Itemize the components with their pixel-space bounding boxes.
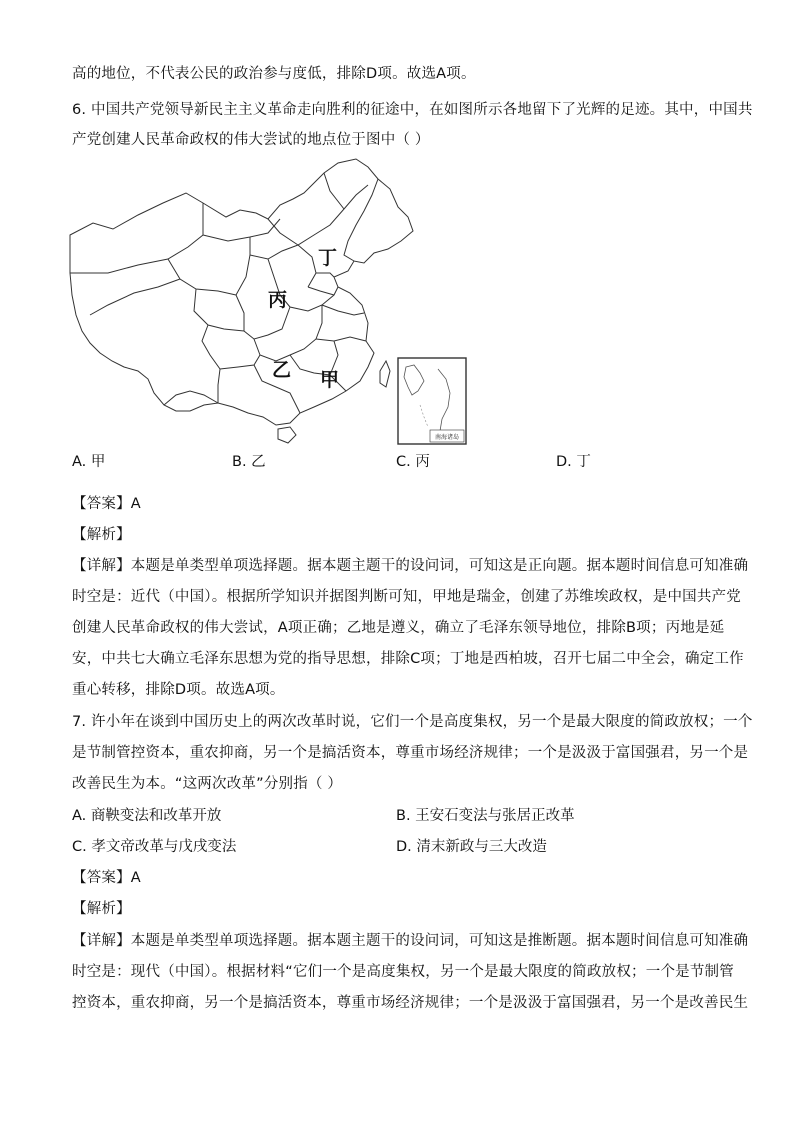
china-map: [68, 155, 468, 447]
q7-stem-line-3: 改善民生为本。“这两次改革”分别指（ ）: [72, 776, 343, 792]
q6-option-c: C. 丙: [396, 454, 430, 470]
inset-label: 南海诸岛: [434, 434, 460, 441]
map-label-bing: 丙: [268, 289, 288, 311]
q6-detail-line-4: 安，中共七大确立毛泽东思想为党的指导思想，排除C项；丁地是西柏坡，召开七届二中全会，确定工作: [72, 651, 744, 667]
q7-analysis-tag: 【解析】: [72, 901, 131, 917]
q6-detail-line-5: 重心转移，排除D项。故选A项。: [72, 682, 285, 698]
q6-analysis-tag: 【解析】: [72, 527, 131, 543]
q6-option-b: B. 乙: [232, 454, 266, 470]
q7-option-d: D. 清末新政与三大改造: [396, 839, 547, 855]
q6-detail-line-3: 创建人民革命政权的伟大尝试，A项正确；乙地是遵义，确立了毛泽东领导地位，排除B项；丙地是延: [72, 620, 725, 636]
text-line: 高的地位，不代表公民的政治参与度低，排除D项。故选A项。: [72, 66, 476, 82]
q7-detail-line-1: 【详解】本题是单类型单项选择题。据本题主题干的设问词，可知这是推断题。据本题时间信息可知准确: [72, 933, 749, 949]
map-label-jia: 甲: [320, 369, 340, 391]
q7-detail-line-2: 时空是：现代（中国）。根据材料“它们一个是高度集权，另一个是最大限度的简政放权；一个是节制管: [72, 964, 734, 980]
q6-answer: 【答案】A: [72, 496, 141, 512]
q6-detail-line-2: 时空是：近代（中国）。根据所学知识并据图判断可知，甲地是瑞金，创建了苏维埃政权，是中国共产党: [72, 589, 741, 605]
q7-option-a: A. 商鞅变法和改革开放: [72, 808, 222, 824]
q7-option-b: B. 王安石变法与张居正改革: [396, 808, 575, 824]
q7-detail-line-3: 控资本，重农抑商，另一个是搞活资本，尊重市场经济规律；一个是汲汲于富国强君，另一个是改善民生: [72, 995, 749, 1011]
map-label-yi: 乙: [272, 359, 292, 381]
q6-option-d: D. 丁: [556, 454, 591, 470]
q7-stem-line-1: 7. 许小年在谈到中国历史上的两次改革时说，它们一个是高度集权，另一个是最大限度的简政放权；一个: [72, 714, 753, 730]
q6-detail-line-1: 【详解】本题是单类型单项选择题。据本题主题干的设问词，可知这是正向题。据本题时间信息可知准确: [72, 558, 749, 574]
map-label-ding: 丁: [318, 247, 338, 269]
q7-option-c: C. 孝文帝改革与戊戌变法: [72, 839, 237, 855]
q6-stem-line-2: 产党创建人民革命政权的伟大尝试的地点位于图中（ ）: [72, 132, 430, 148]
q7-answer: 【答案】A: [72, 870, 141, 886]
q6-stem-line-1: 6. 中国共产党领导新民主主义革命走向胜利的征途中，在如图所示各地留下了光辉的足迹。其中，中国共: [72, 102, 753, 118]
q6-option-a: A. 甲: [72, 454, 106, 470]
q7-stem-line-2: 是节制管控资本，重农抑商，另一个是搞活资本，尊重市场经济规律；一个是汲汲于富国强君，另一个是: [72, 745, 749, 761]
south-china-sea-inset: [398, 358, 466, 444]
